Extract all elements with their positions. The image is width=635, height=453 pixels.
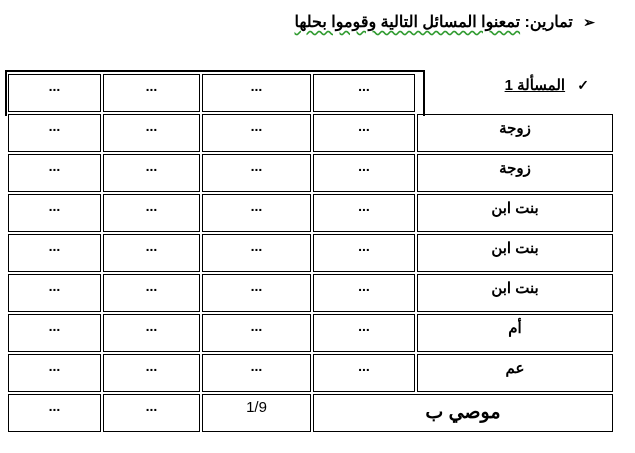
table-cell: ...: [8, 354, 101, 392]
inheritance-table: [6, 72, 615, 434]
table-row: [8, 154, 613, 192]
table-cell: ...: [8, 194, 101, 232]
table-cell: ...: [313, 314, 415, 352]
table-row: [8, 114, 613, 152]
table-cell: ...: [8, 74, 101, 112]
heir-label: بنت ابن: [417, 194, 613, 232]
table-row: [8, 194, 613, 232]
table-cell: ...: [202, 354, 311, 392]
heir-label: عم: [417, 354, 613, 392]
table-cell: ...: [8, 154, 101, 192]
table-row: [8, 234, 613, 272]
table-cell: ...: [202, 74, 311, 112]
table-row: [8, 274, 613, 312]
exercise-heading: [295, 12, 596, 32]
bequest-fraction: 1/9: [202, 394, 311, 432]
table-cell: ...: [8, 394, 101, 432]
table-cell: ...: [103, 114, 200, 152]
table-cell: ...: [103, 274, 200, 312]
heading-instruction: تمعنوا المسائل التالية وقوموا بحلها: [294, 14, 521, 31]
heir-label: بنت ابن: [417, 274, 613, 312]
table-cell: ...: [202, 314, 311, 352]
table-row: [8, 354, 613, 392]
table-cell: ...: [103, 354, 200, 392]
table-cell: ...: [313, 274, 415, 312]
table-cell: ...: [8, 234, 101, 272]
table-cell: ...: [103, 314, 200, 352]
table-cell: ...: [103, 74, 200, 112]
heir-label: زوجة: [417, 154, 613, 192]
table-row: [8, 314, 613, 352]
table-outer-frame: [5, 70, 425, 116]
table-cell: ...: [202, 154, 311, 192]
table-cell: ...: [313, 74, 415, 112]
table-cell: ...: [202, 274, 311, 312]
bequest-label: موصي ب: [313, 394, 613, 432]
table-cell: ...: [313, 234, 415, 272]
table-cell: ...: [103, 394, 200, 432]
heir-label: أم: [417, 314, 613, 352]
table-cell: ...: [103, 194, 200, 232]
table-cell: ...: [103, 154, 200, 192]
table-cell: ...: [313, 194, 415, 232]
table-cell: ...: [8, 274, 101, 312]
table-cell: ...: [103, 234, 200, 272]
problem-title-text: المسألة 1: [504, 77, 566, 94]
heir-label: زوجة: [417, 114, 613, 152]
table-row-bequest: [8, 394, 613, 432]
table-cell: ...: [202, 234, 311, 272]
table-cell: ...: [8, 114, 101, 152]
table-cell: ...: [202, 194, 311, 232]
table-cell: ...: [202, 114, 311, 152]
table-cell: ...: [313, 154, 415, 192]
heading-prefix: تمارين:: [524, 14, 573, 31]
checkmark-icon: ✓: [577, 77, 589, 93]
table-cell: ...: [313, 114, 415, 152]
heir-label: بنت ابن: [417, 234, 613, 272]
table-cell: ...: [313, 354, 415, 392]
arrow-bullet-icon: ➢: [583, 14, 595, 30]
problem-cell: [417, 74, 613, 112]
table-cell: ...: [8, 314, 101, 352]
